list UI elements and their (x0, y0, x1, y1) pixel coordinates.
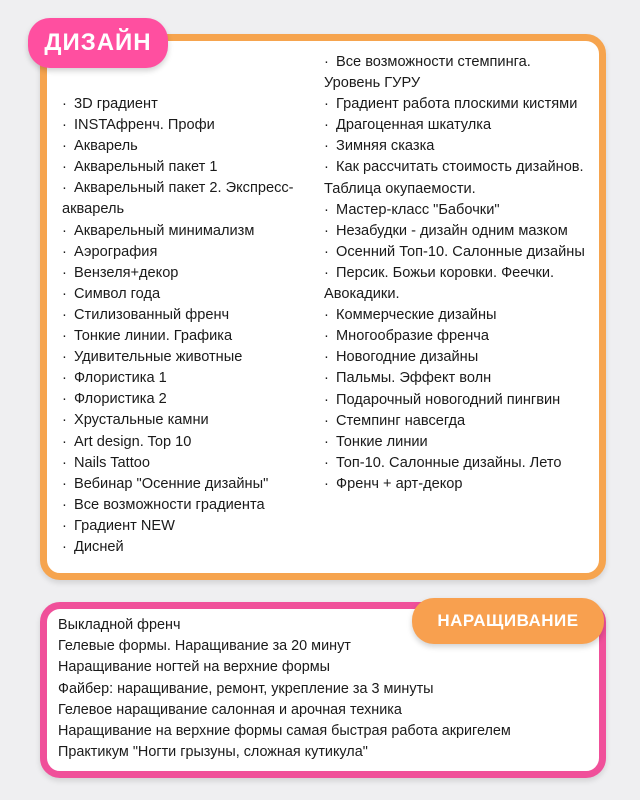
bullet-icon: · (324, 54, 329, 70)
bullet-icon: · (62, 285, 67, 302)
bullet-icon: · (324, 117, 329, 134)
list-item: · Пальмы. Эффект волн (324, 368, 590, 389)
list-item: Выкладной френч (58, 617, 181, 633)
bullet-icon: · (324, 433, 329, 450)
bullet-icon: · (62, 138, 67, 155)
list-item: · Градиент работа плоскими кистями (324, 94, 590, 115)
list-item: Наращивание на верхние формы самая быстрая работа акригелем (58, 723, 511, 740)
list-item: · Вензеля+декор (62, 263, 324, 284)
list-item: · Тонкие линии. Графика (62, 326, 324, 347)
bullet-icon: · (62, 180, 67, 197)
design-left-column (62, 94, 324, 558)
list-item: · Тонкие линии (324, 432, 590, 453)
list-item: · Стемпинг навсегда (324, 411, 590, 432)
bullet-icon: · (324, 412, 329, 429)
list-item: · Хрустальные камни (62, 410, 324, 431)
bullet-icon: · (324, 391, 329, 408)
bullet-icon: · (324, 349, 329, 366)
list-item: · Акварельный минимализм (62, 221, 324, 242)
bullet-icon: · (324, 370, 329, 387)
list-item: · Градиент NEW (62, 516, 324, 537)
bullet-icon: · (324, 475, 329, 492)
list-item: Гелевые формы. Наращивание за 20 минут (58, 638, 351, 655)
list-item: · Все возможности стемпинга. Уровень ГУРУ (324, 54, 531, 92)
list-item: · Персик. Божьи коровки. Феечки. Авокадики. (324, 264, 555, 303)
list-item: · Удивительные животные (62, 347, 324, 368)
bullet-icon: · (62, 496, 67, 513)
bullet-icon: · (62, 96, 67, 112)
list-item: · Коммерческие дизайны (324, 305, 590, 326)
bullet-icon: · (62, 475, 67, 492)
bullet-icon: · (62, 433, 67, 450)
bullet-icon: · (62, 349, 67, 366)
bullet-icon: · (62, 328, 67, 345)
list-item: · Вебинар "Осенние дизайны" (62, 474, 324, 495)
list-item: · Флористика 2 (62, 389, 324, 410)
list-item: · Все возможности градиента (62, 495, 324, 516)
bullet-icon: · (324, 307, 329, 324)
bullet-icon: · (62, 264, 67, 281)
list-item: Практикум "Ногти грызуны, сложная кутикула" (58, 744, 368, 761)
list-item: · Подарочный новогодний пингвин (324, 390, 590, 411)
bullet-icon: · (324, 222, 329, 239)
list-item: · Флористика 1 (62, 368, 324, 389)
bullet-icon: · (62, 222, 67, 239)
bullet-icon: · (62, 454, 67, 471)
extension-tag: НАРАЩИВАНИЕ (412, 598, 604, 644)
bullet-icon: · (324, 454, 329, 471)
bullet-icon: · (62, 538, 67, 555)
bullet-icon: · (62, 117, 67, 134)
bullet-icon: · (324, 96, 329, 113)
list-item: Наращивание ногтей на верхние формы (58, 659, 330, 676)
bullet-icon: · (62, 306, 67, 323)
list-item: · Многообразие френча (324, 326, 590, 347)
bullet-icon: · (62, 243, 67, 260)
design-tag: ДИЗАЙН (28, 18, 168, 68)
list-item: · Nails Tattoo (62, 453, 324, 474)
list-item: · Новогодние дизайны (324, 347, 590, 368)
list-item: · Акварельный пакет 2. Экспресс-акварель (62, 180, 294, 218)
list-item: · Драгоценная шкатулка (324, 115, 590, 136)
bullet-icon: · (62, 517, 67, 534)
bullet-icon: · (62, 391, 67, 408)
list-item: · Мастер-класс "Бабочки" (324, 200, 590, 221)
list-item: · Акварель (62, 136, 324, 157)
list-item: · Стилизованный френч (62, 305, 324, 326)
list-item: · Акварельный пакет 1 (62, 157, 324, 178)
bullet-icon: · (62, 370, 67, 387)
list-item: · Как рассчитать стоимость дизайнов. Таблица окупаемости. (324, 159, 584, 197)
bullet-icon: · (324, 138, 329, 155)
bullet-icon: · (62, 159, 67, 176)
list-item: · Аэрография (62, 242, 324, 263)
list-item: · Дисней (62, 537, 324, 558)
list-item: · Осенний Топ-10. Салонные дизайны (324, 242, 590, 263)
list-item: · Френч + арт-декор (324, 474, 590, 495)
bullet-icon: · (324, 243, 329, 260)
list-item: · Незабудки - дизайн одним мазком (324, 221, 590, 242)
list-item: Файбер: наращивание, ремонт, укрепление за 3 минуты (58, 680, 434, 697)
bullet-icon: · (62, 412, 67, 429)
bullet-icon: · (324, 159, 329, 176)
list-item: · 3D градиент (62, 94, 324, 115)
design-right-column (324, 52, 590, 495)
bullet-icon: · (324, 328, 329, 345)
bullet-icon: · (324, 264, 329, 281)
list-item: · Топ-10. Салонные дизайны. Лето (324, 453, 590, 474)
list-item: · Символ года (62, 284, 324, 305)
list-item: · INSTAфренч. Профи (62, 115, 324, 136)
list-item: Гелевое наращивание салонная и арочная техника (58, 701, 402, 718)
list-item: · Art design. Top 10 (62, 432, 324, 453)
list-item: · Зимняя сказка (324, 136, 590, 157)
bullet-icon: · (324, 201, 329, 218)
